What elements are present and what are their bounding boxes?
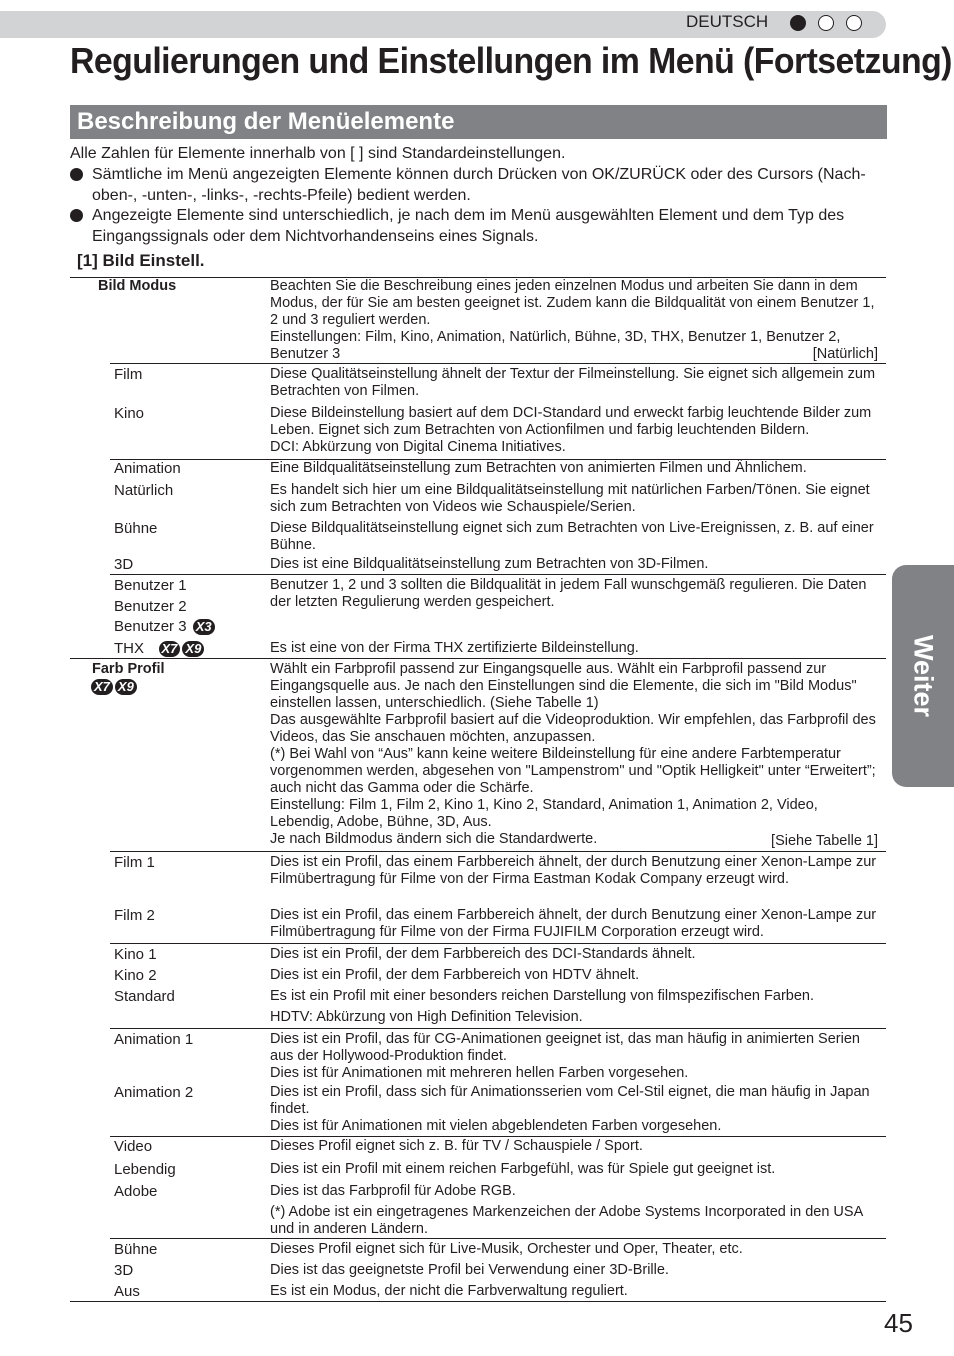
intro-text: Alle Zahlen für Elemente innerhalb von [ ] sind Standardeinstellungen. [70,145,566,162]
profile-label-kino1: Kino 1 [114,946,157,963]
subsection-title: [1] Bild Einstell. [77,251,205,270]
mode-label-3d: 3D [114,556,134,573]
table-rule [110,1136,886,1137]
profile-label-lebendig: Lebendig [114,1161,176,1178]
table-rule [110,943,886,944]
section-header [70,105,887,139]
profile-label-animation1: Animation 1 [114,1031,194,1048]
hdtv-note: HDTV: Abkürzung von High Definition Television. [270,1009,583,1025]
profile-desc-video: Dieses Profil eignet sich z. B. für TV / Schauspiele / Sport. [270,1138,643,1154]
mode-label-kino: Kino [114,405,145,422]
table-rule [70,1301,886,1302]
farb-profil-desc: Wählt ein Farbprofil passend zur Eingangsquelle aus. Wählt ein Farbprofil passend zur Eingangsquelle aus. Je nach den Einstellungen sind die Elemente, die sich im "Bild Modus" einstellen lassen, unterschiedlich. (Siehe Tabelle 1) Das ausgewählte Farbprofil basiert auf die Videoproduktion. Wir empfehlen, das Farbprofil des Videos, das Sie anschauen möchten, anzupassen. (*) Bei Wahl von “Aus” kann keine weitere Bildeinstellung für eine andere Farbtemperatur vorgenommen werden, abgesehen von "Lampenstrom" und "Optik Helligkeit" unter “Erweitert”; auch nicht das Gamma oder die Schärfe. Einstellung: Film 1, Film 2, Kino 1, Kino 2, Standard, Animation 1, Animation 2, Video, Lebendig, Adobe, Bühne, 3D, Aus. Je nach Bildmodus ändern sich die Standardwerte. [270,661,876,847]
page-indicator-dot [818,15,834,31]
mode-desc-natuerlich: Es handelt sich hier um eine Bildqualitätseinstellung mit natürlichen Farben/Tönen. Sie eignet sich zum Betrachten von Videos wie Schauspiele/Serien. [270,482,870,515]
profile-label-standard: Standard [114,988,175,1005]
profile-label-aus: Aus [114,1283,140,1300]
profile-label-kino2: Kino 2 [114,967,157,984]
profile-label-film1: Film 1 [114,854,155,871]
mode-label-natuerlich: Natürlich [114,482,174,499]
profile-desc-animation2: Dies ist ein Profil, dass sich für Animationsserien vom Cel-Stil eignet, die man häufig in Japan findet. Dies ist für Animationen mit vielen abgeblendeten Farben vorgesehen. [270,1084,870,1134]
settings-table [70,277,886,1302]
farb-profil-label: Farb Profil [92,661,165,677]
bild-modus-label: Bild Modus [98,278,177,294]
profile-label-buehne: Bühne [114,1241,158,1258]
farb-profil-default: [Siehe Tabelle 1] [771,833,878,849]
mode-desc-3d: Dies ist eine Bildqualitätseinstellung zum Betrachten von 3D-Filmen. [270,556,709,572]
profile-desc-film1: Dies ist ein Profil, das einem Farbbereich ähnelt, der durch Benutzung einer Xenon-Lampe zur Filmübertragung für Filme von der Firma Eastman Kodak Company erzeugt wird. [270,854,877,887]
mode-label-benutzer3: Benutzer 3 X3 [114,618,215,635]
side-tab-weiter [892,565,954,787]
mode-desc-benutzer: Benutzer 1, 2 und 3 sollten die Bildqualität in jedem Fall wunschgemäß regulieren. Die Daten der letzten Regulierung werden gespeichert. [270,577,867,610]
table-rule [110,1238,886,1239]
model-badge-x9: X9 [115,679,137,695]
profile-label-video: Video [114,1138,153,1155]
page-indicator-dot-filled [790,15,806,31]
bullet-text: Angezeigte Elemente sind unterschiedlich, je nach dem im Menü ausgewählten Element und dem Typ des Eingangssignals oder dem Nichtvorhandenseins eines Signals. [92,207,845,245]
profile-desc-film2: Dies ist ein Profil, das einem Farbbereich ähnelt, der durch Benutzung einer Xenon-Lampe zur Filmübertragung für Filme von der Firma FUJIFILM Corporation erzeugt wird. [270,907,877,940]
mode-label-animation: Animation [114,460,181,477]
profile-label-3d: 3D [114,1262,134,1279]
mode-desc-animation: Eine Bildqualitätseinstellung zum Betrachten von animierten Filmen und Ähnlichem. [270,460,807,476]
mode-label-thx: THX X7 X9 [114,640,204,657]
profile-desc-animation1: Dies ist ein Profil, das für CG-Animationen geeignet ist, das man häufig in animierten Serien aus der Hollywood-Produktion findet. Dies ist für Animationen mit mehreren hellen Farben vorgesehen. [270,1031,860,1081]
profile-label-animation2: Animation 2 [114,1084,194,1101]
profile-desc-lebendig: Dies ist ein Profil mit einem reichen Farbgefühl, was für Spiele gut geeignet ist. [270,1161,776,1177]
table-rule [70,658,886,659]
bullet-text: Sämtliche im Menü angezeigten Elemente können durch Drücken von OK/ZURÜCK oder des Cursors (Nach-oben-, -unten-, -links-, -rechts-Pfeile) bedient werden. [92,166,866,204]
profile-desc-kino2: Dies ist ein Profil, der dem Farbbereich von HDTV ähnelt. [270,967,640,983]
profile-desc-aus: Es ist ein Modus, der nicht die Farbverwaltung reguliert. [270,1283,628,1299]
mode-desc-film: Diese Qualitätseinstellung ähnelt der Textur der Filmeinstellung. Sie eignet sich allgemein zum Betrachten von Filmen. [270,366,876,399]
mode-desc-thx: Es ist eine von der Firma THX zertifizierte Bildeinstellung. [270,640,639,656]
table-rule [110,574,886,575]
profile-desc-3d: Dies ist das geeignetste Profil bei Verwendung einer 3D-Brille. [270,1262,669,1278]
farb-profil-badges [91,678,137,695]
bullet-icon [70,209,83,222]
bullet-icon [70,168,83,181]
mode-desc-kino: Diese Bildeinstellung basiert auf dem DCI-Standard und erweckt farbig leuchtende Bilder zum Leben. Eignet sich zum Betrachten von Actionfilmen und farbig leuchtenden Bildern. DCI: Abkürzung von Digital Cinema Initiatives. [270,405,872,455]
mode-label-benutzer1: Benutzer 1 [114,577,187,594]
profile-label-adobe: Adobe [114,1183,158,1200]
profile-desc-buehne: Dieses Profil eignet sich für Live-Musik, Orchester und Oper, Theater, etc. [270,1241,743,1257]
model-badge-x3: X3 [193,619,215,635]
profile-label-film2: Film 2 [114,907,155,924]
mode-desc-buehne: Diese Bildqualitätseinstellung eignet sich zum Betrachten von Live-Ereignissen, z. B. auf einer Bühne. [270,520,874,553]
profile-desc-adobe: Dies ist das Farbprofil für Adobe RGB. (*) Adobe ist ein eingetragenes Markenzeichen der Adobe Systems Incorporated in den USA und in anderen Ländern. [270,1183,884,1238]
table-rule [110,1028,886,1029]
page-number: 45 [884,1308,913,1338]
table-rule [110,363,886,364]
section-title: Beschreibung der Menüelemente [77,108,455,135]
profile-desc-standard: Es ist ein Profil mit einer besonders reichen Darstellung von filmspezifischen Farben. HDTV: Abkürzung von High Definition Television. [270,988,884,1026]
bild-modus-desc: Beachten Sie die Beschreibung eines jeden einzelnen Modus und arbeiten Sie dann in dem Modus, der für Sie am besten geeignet ist. Zudem kann die Bildqualität von einem Benutzer 1, 2 und 3 reguliert werden. Einstellungen: Film, Kino, Animation, Natürlich, Bühne, 3D, THX, Benutzer 1, Benutzer 2, Benutzer 3 [270,278,875,362]
language-label: DEUTSCH [686,12,769,31]
model-badge-x7: X7 [159,641,181,657]
bild-modus-default: [Natürlich] [812,346,878,362]
mode-label-benutzer2: Benutzer 2 [114,598,187,615]
side-tab-label: Weiter [908,634,939,718]
model-badge-x7: X7 [91,679,113,695]
adobe-note: (*) Adobe ist ein eingetragenes Markenzeichen der Adobe Systems Incorporated in den USA und in anderen Ländern. [270,1204,863,1237]
page-title: Regulierungen und Einstellungen im Menü (Fortsetzung) [70,40,952,81]
mode-label-film: Film [114,366,143,383]
model-badge-x9: X9 [182,641,204,657]
page-indicator-dot [846,15,862,31]
profile-desc-kino1: Dies ist ein Profil, der dem Farbbereich des DCI-Standards ähnelt. [270,946,696,962]
mode-label-buehne: Bühne [114,520,158,537]
table-rule [110,851,886,852]
